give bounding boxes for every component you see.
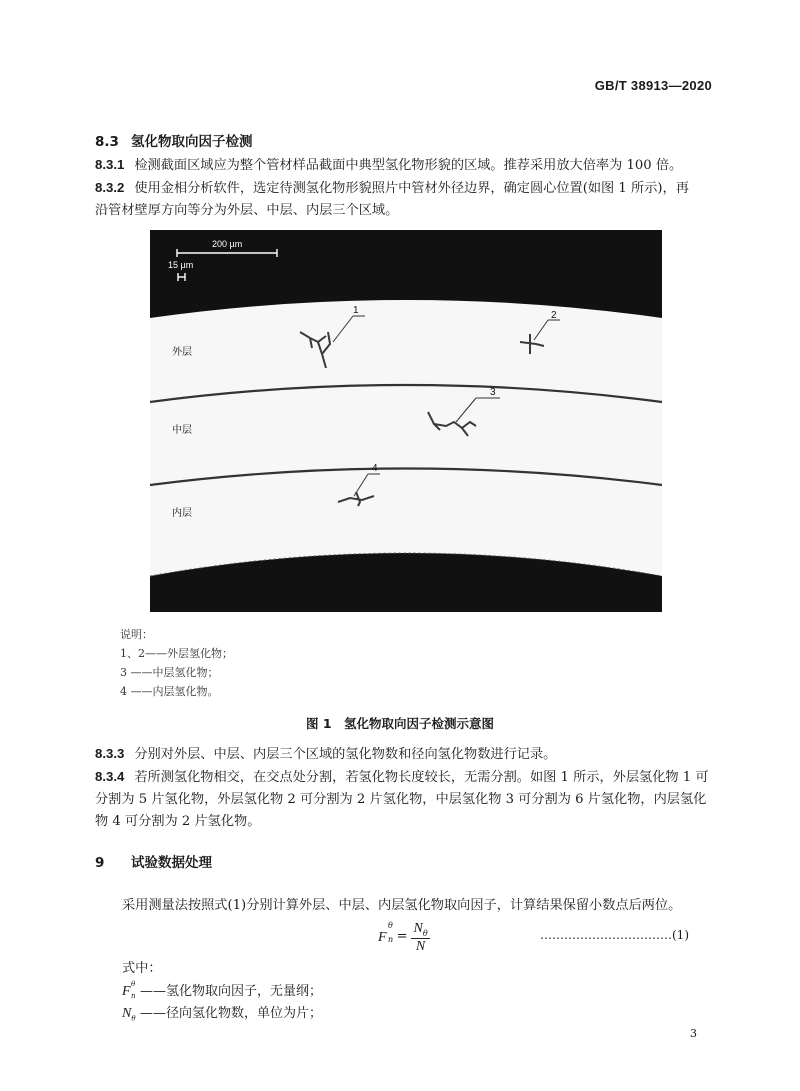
paragraph-number: 8.3.1 [95, 157, 125, 172]
paragraph-text: 分别对外层、中层、内层三个区域的氢化物数和径向氢化物数进行记录。 [134, 747, 557, 762]
paragraph-number: 8.3.2 [95, 180, 125, 195]
formula-fraction: $\frac{N_\theta}{N}$ [411, 917, 429, 955]
standard-code: GB/T 38913—2020 [594, 78, 712, 93]
tube-wall-band [150, 300, 662, 576]
paragraph-number: 8.3.4 [95, 769, 125, 784]
paragraph-8-3-3 [95, 743, 725, 766]
section-number: 8.3 [95, 134, 119, 150]
figure-legend-item: 4 ——内层氢化物。 [120, 685, 219, 698]
section-heading-9 [95, 851, 212, 871]
paragraph-text-line2: 分割为 5 片氢化物，外层氢化物 2 可分割为 2 片氢化物，中层氢化物 3 可分割为 6 片氢化物，内层氢化 [95, 792, 707, 807]
variable-definition-f: F θ n ——氢化物取向因子，无量纲； [122, 980, 323, 1000]
paragraph-text-line1: 若所测氢化物相交，在交点处分割，若氢化物长度较长，无需分割。如图 1 所示，外层氢化物 1 可 [134, 770, 709, 785]
callout-2: 2 [551, 310, 557, 321]
paragraph-8-3-2 [95, 177, 725, 222]
where-label: 式中： [122, 961, 162, 976]
section-title: 氢化物取向因子检测 [131, 134, 253, 150]
variable-definition-n: $N_\theta$ ——径向氢化物数，单位为片； [122, 1006, 323, 1023]
formula-reference: ……………………………(1) [540, 928, 689, 942]
figure-legend-title: 说明： [120, 628, 153, 641]
paragraph-number: 8.3.3 [95, 746, 125, 761]
callout-3: 3 [490, 387, 496, 398]
figure-legend-item: 3 ——中层氢化物； [120, 666, 219, 679]
paragraph-text: 检测截面区域应为整个管材样品截面中典型氢化物形貌的区域。推荐采用放大倍率为 100 倍。 [134, 158, 683, 173]
section-title: 试验数据处理 [131, 855, 212, 871]
figure-caption: 图 1 氢化物取向因子检测示意图 [305, 716, 495, 731]
paragraph-text-line2: 沿管材壁厚方向等分为外层、中层、内层三个区域。 [95, 203, 399, 218]
scale-label-200um: 200 µm [212, 239, 243, 249]
section-9-intro: 采用测量法按照式(1)分别计算外层、中层、内层氢化物取向因子，计算结果保留小数点后两位。 [122, 898, 682, 913]
callout-4: 4 [372, 463, 378, 474]
paragraph-8-3-1 [95, 154, 725, 177]
paragraph-8-3-4 [95, 766, 725, 833]
scale-label-15um: 15 µm [168, 260, 194, 270]
callout-1: 1 [353, 305, 359, 316]
page-number: 3 [690, 1027, 697, 1040]
section-number: 9 [95, 855, 105, 871]
figure-legend-item: 1、2——外层氢化物； [120, 647, 233, 660]
formula-1: F θ n = $\frac{N_\theta}{N}$ [378, 918, 430, 954]
paragraph-text-line1: 使用金相分析软件，选定待测氢化物形貌照片中管材外径边界，确定圆心位置(如图 1 所示)，再 [134, 181, 689, 196]
hydride-micrograph-figure [150, 230, 662, 612]
zone-label-inner: 内层 [172, 508, 192, 519]
paragraph-text-line3: 物 4 可分割为 2 片氢化物。 [95, 814, 261, 829]
formula-lhs: F θ n [378, 921, 394, 945]
zone-label-outer: 外层 [172, 347, 192, 358]
section-heading-8-3 [95, 130, 253, 150]
zone-label-middle: 中层 [172, 425, 192, 436]
